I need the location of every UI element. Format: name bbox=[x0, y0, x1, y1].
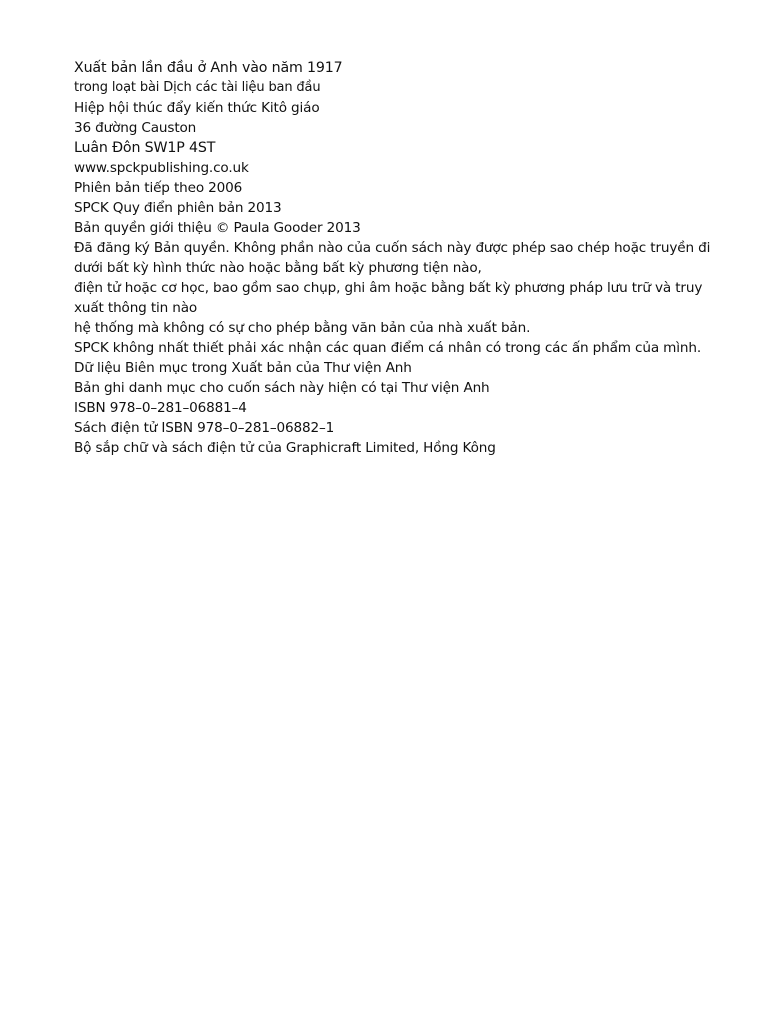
rights-reserved-paragraph: Đã đăng ký Bản quyền. Không phần nào của cuốn sách này được phép sao chép hoặc truyền đi dưới bất kỳ hình thức nào hoặc bằng bất kỳ phương tiện nào, bbox=[74, 240, 711, 276]
first-published-line: Xuất bản lần đầu ở Anh vào năm 1917 bbox=[74, 60, 343, 76]
edition-line: SPCK Quy điển phiên bản 2013 bbox=[74, 200, 282, 216]
publisher-name-line: Hiệp hội thúc đẩy kiến thức Kitô giáo bbox=[74, 100, 320, 116]
typesetting-line: Bộ sắp chữ và sách điện tử của Graphicraft Limited, Hồng Kông bbox=[74, 440, 496, 456]
rights-means-paragraph: điện tử hoặc cơ học, bao gồm sao chụp, ghi âm hoặc bằng bất kỳ phương pháp lưu trữ và truy xuất thông tin nào bbox=[74, 280, 703, 316]
copyright-page bbox=[74, 58, 724, 458]
website-line: www.spckpublishing.co.uk bbox=[74, 160, 249, 176]
series-line: trong loạt bài Dịch các tài liệu ban đầu bbox=[74, 80, 321, 95]
subsequent-edition-line: Phiên bản tiếp theo 2006 bbox=[74, 180, 243, 196]
introduction-copyright-line: Bản quyền giới thiệu © Paula Gooder 2013 bbox=[74, 220, 361, 236]
catalogue-record-line: Bản ghi danh mục cho cuốn sách này hiện có tại Thư viện Anh bbox=[74, 380, 490, 396]
cataloguing-data-line: Dữ liệu Biên mục trong Xuất bản của Thư viện Anh bbox=[74, 360, 412, 376]
isbn-print-line: ISBN 978–0–281–06881–4 bbox=[74, 400, 247, 416]
disclaimer-line: SPCK không nhất thiết phải xác nhận các quan điểm cá nhân có trong các ấn phẩm của mình. bbox=[74, 340, 702, 356]
address-street-line: 36 đường Causton bbox=[74, 120, 197, 136]
isbn-ebook-line: Sách điện tử ISBN 978–0–281–06882–1 bbox=[74, 420, 335, 436]
address-city-line: Luân Đôn SW1P 4ST bbox=[74, 140, 216, 156]
permission-line: hệ thống mà không có sự cho phép bằng văn bản của nhà xuất bản. bbox=[74, 320, 531, 336]
